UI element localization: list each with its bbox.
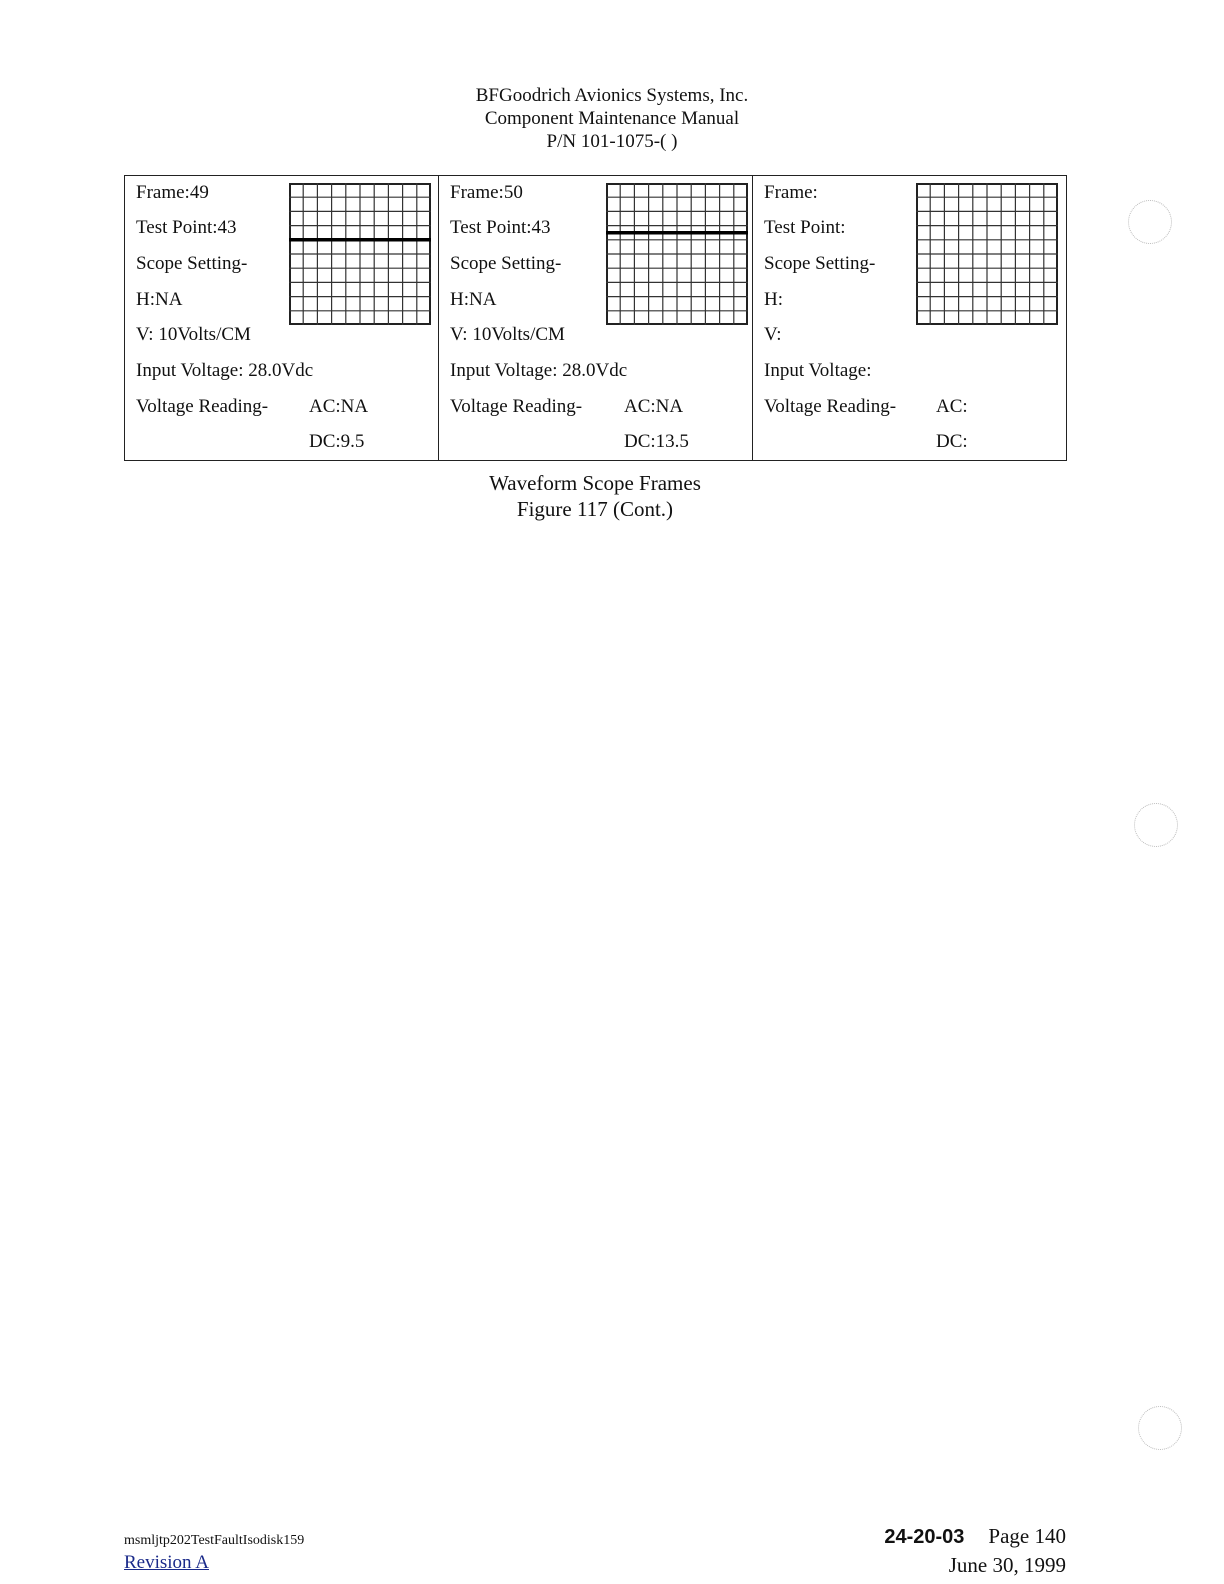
- part-number: P/N 101-1075-( ): [546, 131, 678, 152]
- voltage-reading-label: Voltage Reading-: [450, 396, 583, 417]
- dc-reading: DC:13.5: [624, 431, 689, 452]
- revision-date: June 30, 1999: [948, 1553, 1066, 1577]
- scope-setting-label: Scope Setting-: [764, 253, 876, 274]
- voltage-reading-label: Voltage Reading-: [136, 396, 269, 417]
- scope-grid: [289, 183, 431, 325]
- input-voltage: Input Voltage: 28.0Vdc: [136, 360, 314, 381]
- punch-hole-icon: [1138, 1406, 1182, 1450]
- punch-hole-icon: [1134, 803, 1178, 847]
- company-name: BFGoodrich Avionics Systems, Inc.: [475, 85, 749, 106]
- frame-label: Frame:50: [450, 182, 523, 203]
- dc-reading: DC:: [936, 431, 968, 452]
- scope-frame-cell: [438, 176, 752, 460]
- scope-setting-label: Scope Setting-: [450, 253, 562, 274]
- input-voltage: Input Voltage: 28.0Vdc: [450, 360, 628, 381]
- page-number: Page 140: [988, 1524, 1066, 1548]
- footer-right: [884, 1522, 1066, 1579]
- scope-grid: [916, 183, 1058, 325]
- scope-grid: [606, 183, 748, 325]
- vertical-setting: V: 10Volts/CM: [136, 324, 251, 345]
- punch-hole-icon: [1128, 200, 1172, 244]
- scope-frame-cell: [125, 176, 438, 460]
- vertical-setting: V: 10Volts/CM: [450, 324, 565, 345]
- horizontal-setting: H:NA: [450, 289, 497, 310]
- revision-label: Revision A: [124, 1552, 209, 1573]
- ac-reading: AC:: [936, 396, 968, 417]
- ac-reading: AC:NA: [309, 396, 369, 417]
- scope-frame-cell: [752, 176, 1066, 460]
- vertical-setting: V:: [764, 324, 782, 345]
- figure-number: Figure 117 (Cont.): [516, 497, 674, 521]
- test-point-label: Test Point:: [764, 217, 846, 238]
- ac-reading: AC:NA: [624, 396, 684, 417]
- horizontal-setting: H:NA: [136, 289, 183, 310]
- frame-label: Frame:: [764, 182, 818, 203]
- document-number: 24-20-03: [884, 1526, 965, 1548]
- figure-title: Waveform Scope Frames: [489, 471, 701, 495]
- source-file-id: msmljtp202TestFaultIsodisk159: [124, 1533, 305, 1548]
- scope-frames-table: [124, 175, 1067, 461]
- graticule: [916, 183, 1058, 325]
- test-point-label: Test Point:43: [136, 217, 237, 238]
- graticule: [289, 183, 431, 325]
- figure-caption: [0, 470, 1190, 522]
- scope-setting-label: Scope Setting-: [136, 253, 248, 274]
- graticule: [606, 183, 748, 325]
- manual-title: Component Maintenance Manual: [484, 108, 740, 129]
- frame-label: Frame:49: [136, 182, 209, 203]
- footer-left: [124, 1530, 304, 1574]
- horizontal-setting: H:: [764, 289, 783, 310]
- voltage-reading-label: Voltage Reading-: [764, 396, 897, 417]
- dc-reading: DC:9.5: [309, 431, 365, 452]
- input-voltage: Input Voltage:: [764, 360, 872, 381]
- document-header: [0, 84, 1224, 153]
- test-point-label: Test Point:43: [450, 217, 551, 238]
